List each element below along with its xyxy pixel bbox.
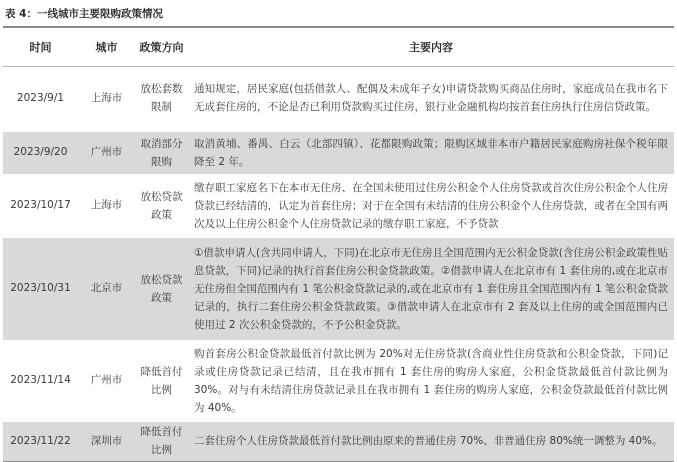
header-content: 主要内容 bbox=[188, 28, 674, 67]
cell-policy: 放松贷款政策 bbox=[135, 237, 188, 341]
cell-city: 广州市 bbox=[78, 131, 135, 175]
table-row bbox=[3, 341, 674, 421]
cell-content: 取消黄埔、番禺、白云（北部四镇）、花都限购政策；限购区域非本市户籍居民家庭购房社保个税年限降至 2 年。 bbox=[188, 131, 674, 175]
policy-table bbox=[3, 28, 674, 462]
header-city: 城市 bbox=[78, 28, 135, 67]
cell-time: 2023/11/22 bbox=[3, 421, 78, 462]
cell-city: 深圳市 bbox=[78, 421, 135, 462]
table-row bbox=[3, 175, 674, 237]
table-row bbox=[3, 67, 674, 131]
cell-content: 缴存职工家庭名下在本市无住房、在全国未使用过住房公积金个人住房贷款或首次住房公积金个人住房贷款已经结清的，认定为首套住房；对于在全国有未结清的住房公积金个人住房贷款，或者在全国有两次及以上住房公积金个人住房贷款记录的缴存职工家庭，不予贷款 bbox=[188, 175, 674, 237]
cell-content: ①借款申请人(含共同申请人，下同)在北京市无住房且全国范围内无公积金贷款(含住房公积金政策性贴息贷款，下同)记录的执行首套住房公积金贷款政策。②借款申请人在北京市有 1 套住房的,或在北京市无住房但全国范围内有 1 笔公积金贷款记录的,或在北京市有 1 套住房且全国范围内有 1 笔公积金贷款记录的，执行二套住房公积金贷款政策。③借款申请人在北京市有 2 套及以上住房的或全国范围内已使用过 2 次公积金贷款的，不予公积金贷款。 bbox=[188, 237, 674, 341]
table-title: 表 4：一线城市主要限购政策情况 bbox=[5, 8, 163, 20]
cell-time: 2023/10/17 bbox=[3, 175, 78, 237]
header-time: 时间 bbox=[3, 28, 78, 67]
cell-policy: 取消部分限购 bbox=[135, 131, 188, 175]
cell-city: 上海市 bbox=[78, 67, 135, 131]
cell-policy: 降低首付比例 bbox=[135, 421, 188, 462]
cell-content: 二套住房个人住房贷款最低首付款比例由原来的普通住房 70%、非普通住房 80%统一调整为 40%。 bbox=[188, 421, 674, 462]
cell-time: 2023/9/20 bbox=[3, 131, 78, 175]
cell-policy: 放松套数限制 bbox=[135, 67, 188, 131]
cell-content: 通知规定，居民家庭(包括借款人、配偶及未成年子女)申请贷款购买商品住房时，家庭成员在我市名下无成套住房的，不论是否已利用贷款购买过住房，银行业金融机构均按首套住房执行住房信贷政策。 bbox=[188, 67, 674, 131]
table-row bbox=[3, 237, 674, 341]
cell-time: 2023/9/1 bbox=[3, 67, 78, 131]
cell-city: 北京市 bbox=[78, 237, 135, 341]
header-policy: 政策方向 bbox=[135, 28, 188, 67]
table-row bbox=[3, 421, 674, 462]
cell-policy: 放松贷款政策 bbox=[135, 175, 188, 237]
table-row bbox=[3, 131, 674, 175]
cell-time: 2023/11/14 bbox=[3, 341, 78, 421]
table-header-row bbox=[3, 28, 674, 67]
cell-city: 广州市 bbox=[78, 341, 135, 421]
cell-time: 2023/10/31 bbox=[3, 237, 78, 341]
cell-city: 上海市 bbox=[78, 175, 135, 237]
cell-content: 购首套房公积金贷款最低首付款比例为 20%对无住房贷款(含商业性住房贷款和公积金贷款，下同)记录或住房贷款记录已结清，且在我市拥有 1 套住房的购房人家庭，公积金贷款最低首付款比例为 30%。对与有未结清住房贷款记录且在我市拥有 1 套住房的购房人家庭，公积金贷款最低首付款比例为 40%。 bbox=[188, 341, 674, 421]
cell-policy: 降低首付比例 bbox=[135, 341, 188, 421]
